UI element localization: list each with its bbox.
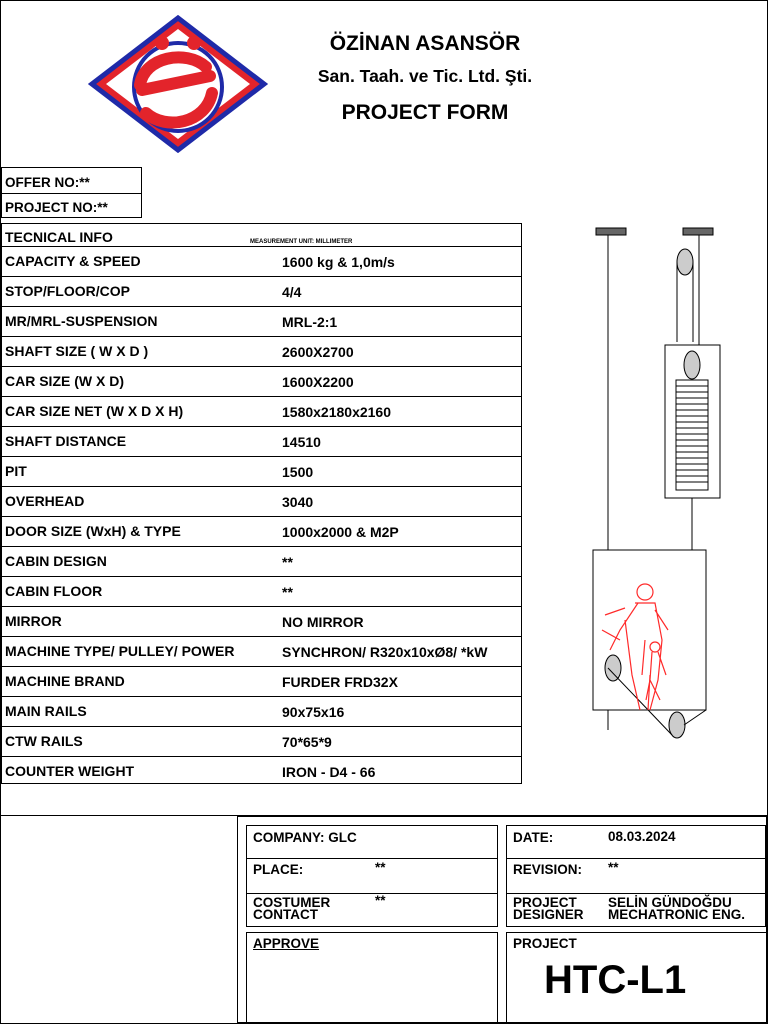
table-row [1,246,522,276]
unit-note: MEASUREMENT UNIT: MILLIMETER [250,239,353,245]
row-value: 90x75x16 [282,704,345,720]
row-label: CABIN FLOOR [5,583,103,599]
row-label: MACHINE TYPE/ PULLEY/ POWER [5,643,235,659]
table-row [1,396,522,426]
designer-label-1: PROJECT [513,895,577,910]
row-value: ** [282,554,293,570]
date-label: DATE: [513,830,554,845]
row-label: MR/MRL-SUSPENSION [5,313,158,329]
technical-heading: TECNICAL INFO [5,229,113,245]
row-value: 1600X2200 [282,374,354,390]
costumer-label-2: CONTACT [253,907,318,922]
row-label: COUNTER WEIGHT [5,763,135,779]
place-value: ** [375,860,386,875]
row-value: 14510 [282,434,321,450]
table-row [1,366,522,396]
project-no: PROJECT NO:** [5,200,108,215]
revision-value: ** [608,860,619,875]
table-row [1,696,522,726]
row-label: MIRROR [5,613,62,629]
row-value: 3040 [282,494,314,510]
table-row [1,456,522,486]
table-row [1,276,522,306]
elevator-schematic [580,220,760,745]
row-label: SHAFT SIZE ( W X D ) [5,343,149,359]
table-row [1,636,522,666]
company-label: COMPANY: GLC [253,830,357,845]
row-value: ** [282,584,293,600]
designer-label-2: DESIGNER [513,907,584,922]
row-value: 2600X2700 [282,344,354,360]
table-row [1,336,522,366]
row-label: STOP/FLOOR/COP [5,283,130,299]
table-row [1,726,522,756]
offer-project-box [1,167,142,218]
row-value: IRON - D4 - 66 [282,764,376,780]
project-code: HTC-L1 [544,958,687,1002]
designer-value-2: MECHATRONIC ENG. [608,907,745,922]
project-label: PROJECT [513,936,577,951]
row-label: OVERHEAD [5,493,85,509]
row-value: SYNCHRON/ R320x10xØ8/ *kW [282,644,488,660]
date-value: 08.03.2024 [608,829,676,844]
row-label: MAIN RAILS [5,703,87,719]
row-label: SHAFT DISTANCE [5,433,127,449]
row-label: CTW RAILS [5,733,83,749]
row-value: 1500 [282,464,314,480]
table-row [1,606,522,636]
table-row [1,666,522,696]
offer-no: OFFER NO:** [5,175,90,190]
costumer-value: ** [375,893,386,908]
row-label: CAR SIZE NET (W X D X H) [5,403,184,419]
designer-value-1: SELİN GÜNDOĞDU [608,895,732,910]
table-row [1,546,522,576]
row-value: FURDER FRD32X [282,674,398,690]
row-value: 1580x2180x2160 [282,404,392,420]
row-label: DOOR SIZE (WxH) & TYPE [5,523,181,539]
row-value: 1000x2000 & M2P [282,524,399,540]
row-value: 70*65*9 [282,734,332,750]
revision-label: REVISION: [513,862,583,877]
table-row [1,486,522,516]
table-row [1,426,522,456]
table-row [1,306,522,336]
row-label: MACHINE BRAND [5,673,125,689]
approve-label: APPROVE [253,936,320,951]
row-label: CAR SIZE (W X D) [5,373,124,389]
row-value: MRL-2:1 [282,314,338,330]
table-row [1,576,522,606]
row-label: CABIN DESIGN [5,553,107,569]
form-title: PROJECT FORM [341,101,509,124]
row-value: 4/4 [282,284,302,300]
costumer-label-1: COSTUMER [253,895,331,910]
row-value: NO MIRROR [282,614,364,630]
table-row [1,516,522,546]
row-label: PIT [5,463,27,479]
row-label: CAPACITY & SPEED [5,253,141,269]
row-value: 1600 kg & 1,0m/s [282,254,395,270]
company-name: ÖZİNAN ASANSÖR [329,32,521,55]
place-label: PLACE: [253,862,304,877]
table-row [1,756,522,786]
company-logo [88,15,268,153]
company-subtitle: San. Taah. ve Tic. Ltd. Şti. [317,66,533,86]
